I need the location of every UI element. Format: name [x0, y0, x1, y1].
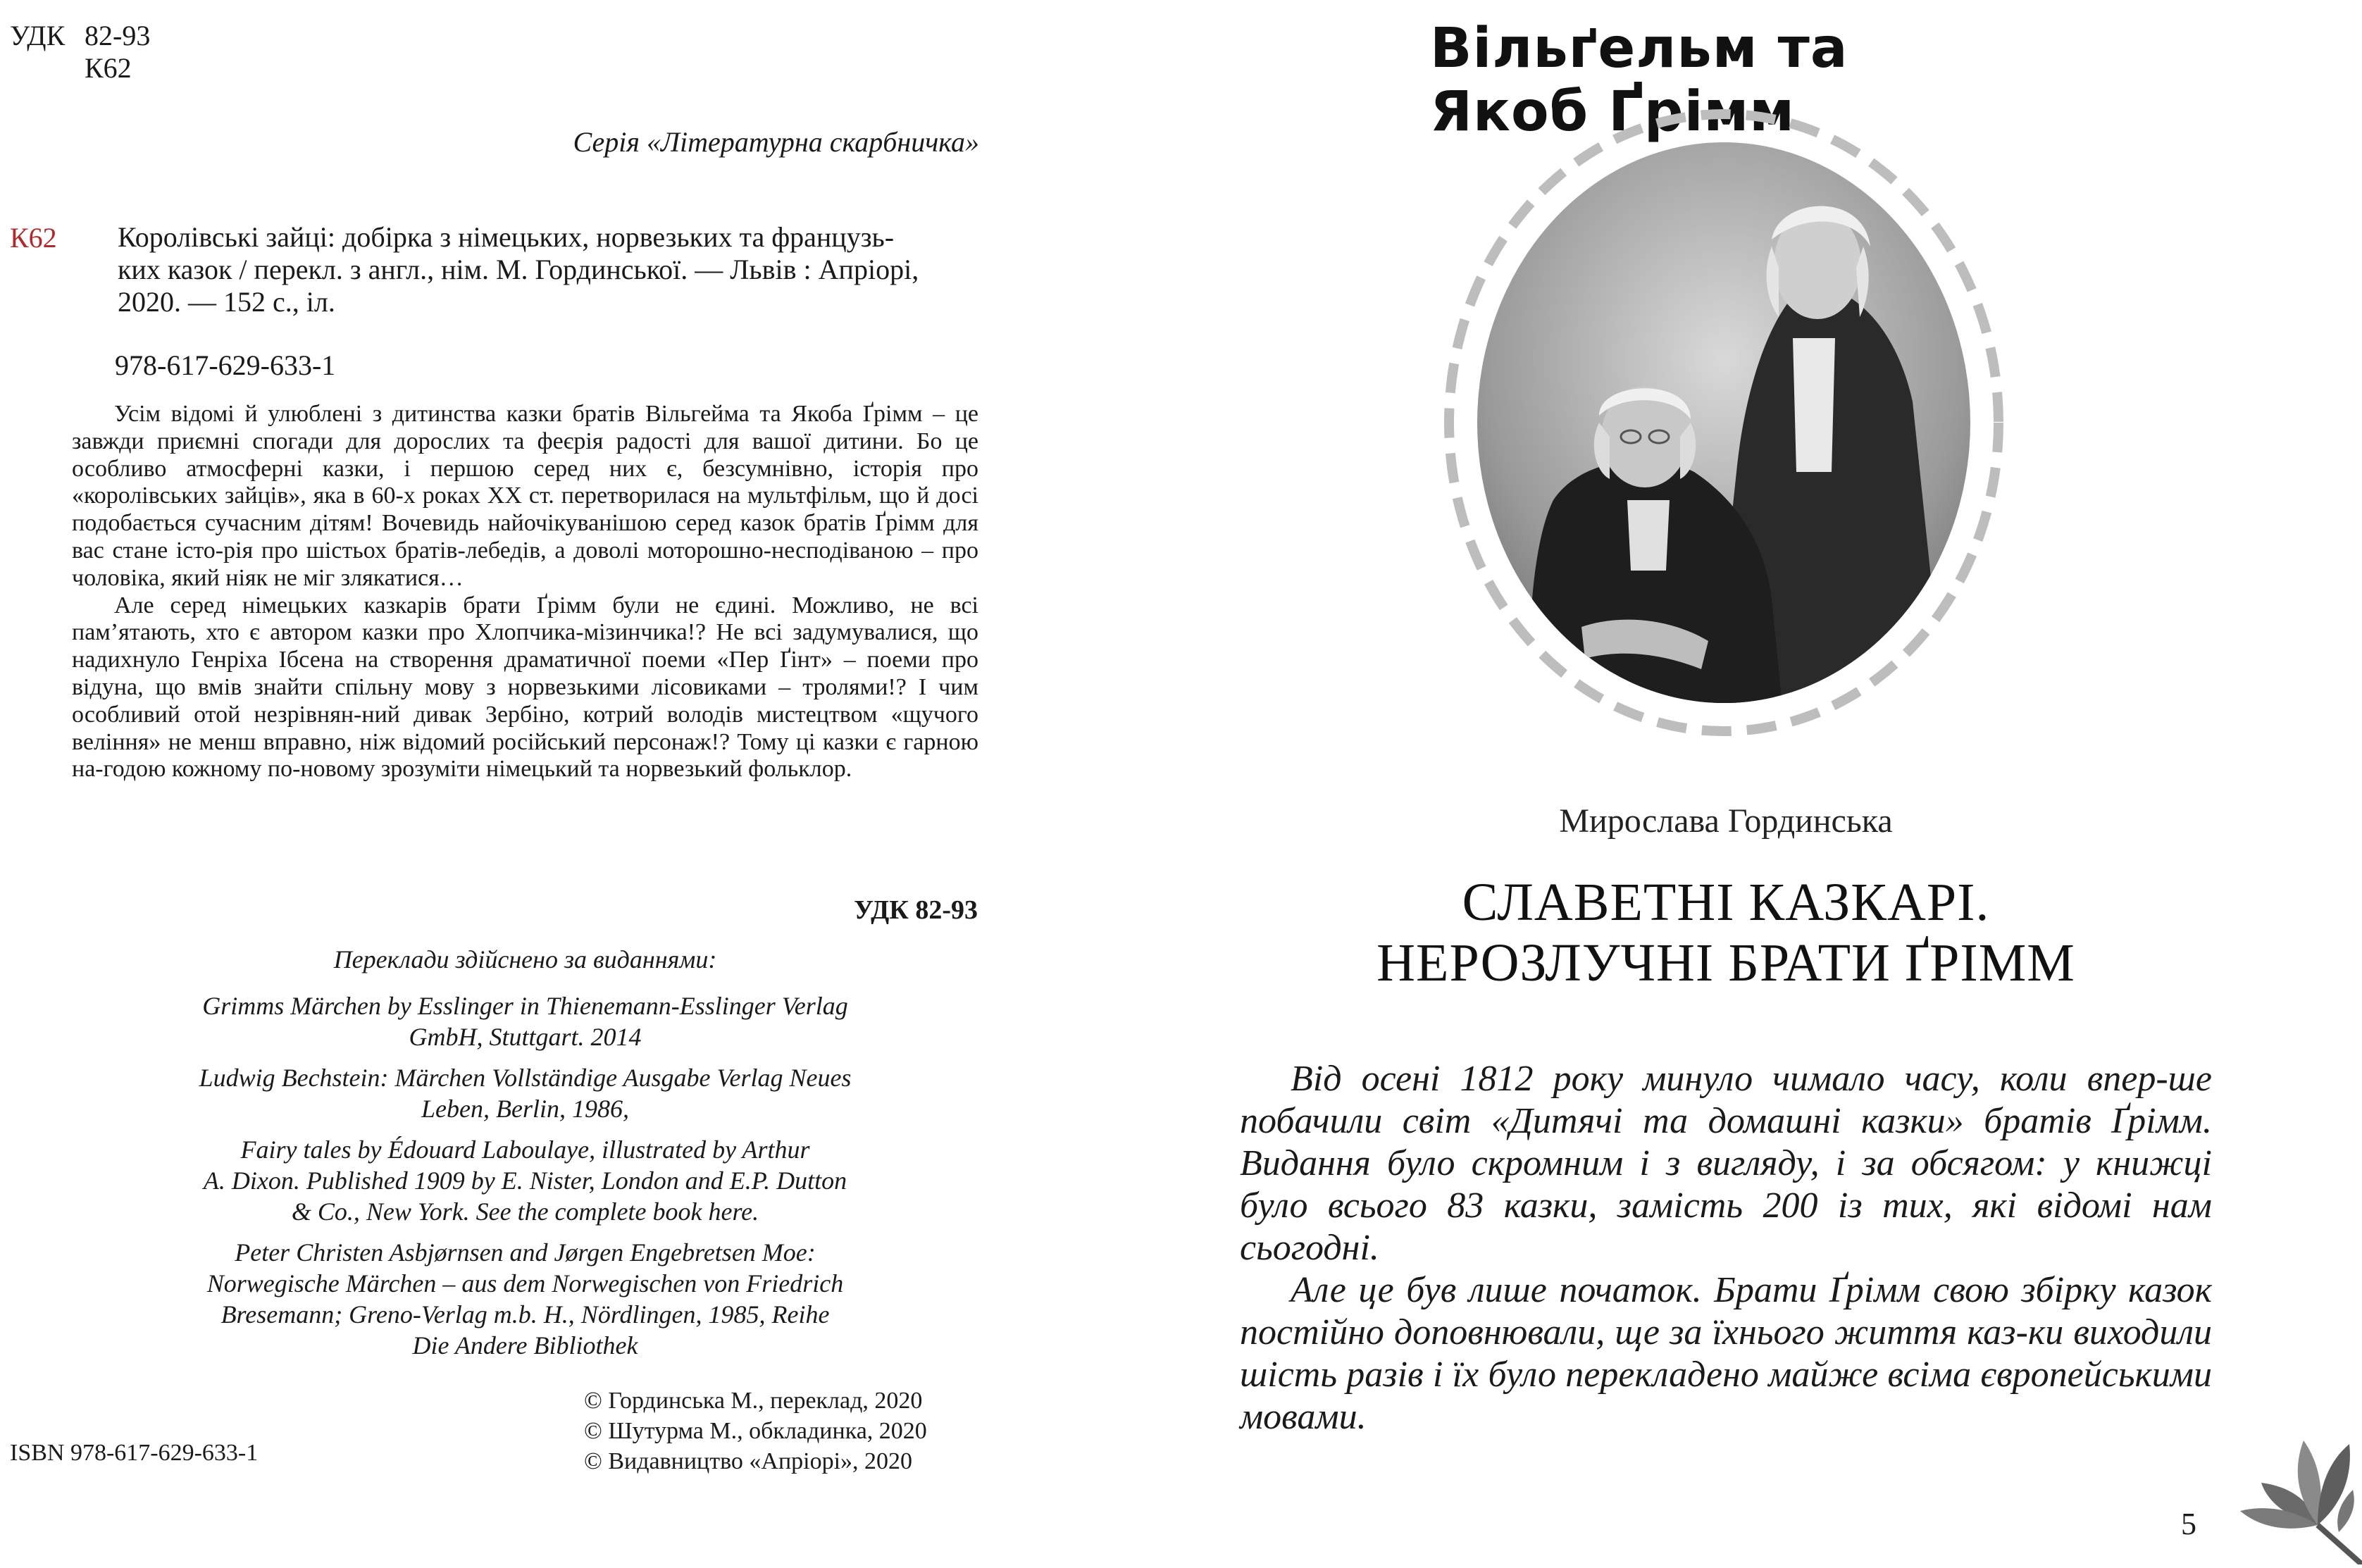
copyright-line: © Видавництво «Апріорі», 2020 [584, 1448, 913, 1474]
brand-heading: Вільґельм та Якоб Ґрімм [1430, 17, 1848, 144]
k-code-red: К62 [10, 222, 57, 254]
chapter-title [1296, 872, 2156, 993]
series-line: Серія «Літературна скарбничка» [573, 126, 979, 158]
udk-label: УДК [10, 20, 66, 51]
annotation [72, 401, 978, 783]
chapter-body [1240, 1058, 2212, 1438]
source-entry: Peter Christen Asbjørnsen and Jørgen Engebretsen Moe: Norwegische Märchen – aus dem Norwegischen von Friedrich Bresemann; Greno-Verlag m.b. H., Nördlingen, 1985, Reihe Die Andere Bibliothek [206, 1238, 844, 1359]
annotation-paragraph: Усім відомі й улюблені з дитинства казки братів Вільгейма та Якоба Ґрімм – це завжди приємні спогади для дорослих та феєрія радості для вашої дитини. Бо це особливо атмосферні казки, і першою серед них є, безсумнівно, історія про «королівських зайців», яка в 60-х роках ХХ ст. перетворилася на мультфільм, що й досі подобається сучасним дітям! Вочевидь найочікуванішою серед казок братів Ґрімм для вас стане істо-рія про шістьох братів-лебедів, а доволі моторошно-несподіваною – про чоловіка, який ніяк не міг злякатися… [72, 401, 978, 591]
sources-list [72, 944, 978, 1371]
k-code: К62 [85, 52, 132, 84]
author-name: Мирослава Гординська [1559, 802, 1893, 840]
copyright-block [584, 1386, 927, 1476]
brothers-grimm-portrait-icon [1441, 106, 2007, 740]
page-number: 5 [2181, 1507, 2196, 1541]
copyright-line: © Гординська М., переклад, 2020 [584, 1388, 923, 1414]
biblio-line: Королівські зайці: добірка з німецьких, норвезьких та французь- [118, 221, 895, 253]
bibliographic-entry [115, 221, 978, 318]
source-entry: Grimms Märchen by Esslinger in Thienemann-Esslinger Verlag GmbH, Stuttgart. 2014 [202, 992, 848, 1051]
udk-value: 82-93 [85, 20, 151, 51]
source-entry: Ludwig Bechstein: Märchen Vollständige Ausgabe Verlag Neues Leben, Berlin, 1986, [199, 1064, 852, 1123]
isbn-number: 978-617-629-633-1 [115, 349, 336, 381]
catalog-header [10, 20, 150, 85]
annotation-paragraph: Але серед німецьких казкарів брати Ґрімм були не єдині. Можливо, не всі пам’ятають, хто є автором казки про Хлопчика-мізинчика!? Не всі задумувалися, що надихнуло Генріха Ібсена на створення драматичної поеми «Пер Ґінт» – поеми про відуна, що вмів знайти спільну мову з норвезькими лісовиками – тролями!? І чим особливий отой незрівнян-ний дивак Зербіно, котрий володів мистецтвом «щучого веління» не менш вправно, ніж відомий російський персонаж!? Тому ці казки є гарною на-годою кожному по-новому зрозуміти німецький та норвезький фольклор. [72, 592, 978, 783]
copyright-line: © Шутурма М., обкладинка, 2020 [584, 1418, 927, 1444]
flower-icon [2233, 1405, 2362, 1564]
title-line: СЛАВЕТНІ КАЗКАРІ. [1462, 873, 1990, 932]
udk-bold: УДК 82-93 [854, 895, 978, 925]
body-paragraph: Від осені 1812 року минуло чимало часу, коли впер-ше побачили світ «Дитячі та домашні казки» братів Ґрімм. Видання було скромним і з вигляду, і за обсягом: у книжці було всього 83 казки, замість 200 із тих, які відомі нам сьогодні. [1240, 1059, 2212, 1268]
source-entry: Fairy tales by Édouard Laboulaye, illustrated by Arthur A. Dixon. Published 1909 by E. Nister, London and E.P. Dutton & Co., New York. See the complete book here. [203, 1135, 847, 1226]
biblio-line: 2020. — 152 с., іл. [118, 286, 335, 318]
sources-heading: Переклади здійснено за виданнями: [333, 945, 717, 973]
biblio-line: ких казок / перекл. з англ., нім. М. Гординської. — Львів : Апріорі, [118, 254, 919, 285]
portrait-frame [1441, 106, 2007, 740]
body-paragraph: Але це був лише початок. Брати Ґрімм свою збірку казок постійно доповнювали, ще за їхнього життя каз-ки виходили шість разів і їх було перекладено майже всіма європейськими мовами. [1240, 1270, 2212, 1437]
title-line: НЕРОЗЛУЧНІ БРАТИ ҐРІММ [1376, 933, 2075, 993]
isbn-bottom: ISBN 978-617-629-633-1 [10, 1440, 259, 1466]
